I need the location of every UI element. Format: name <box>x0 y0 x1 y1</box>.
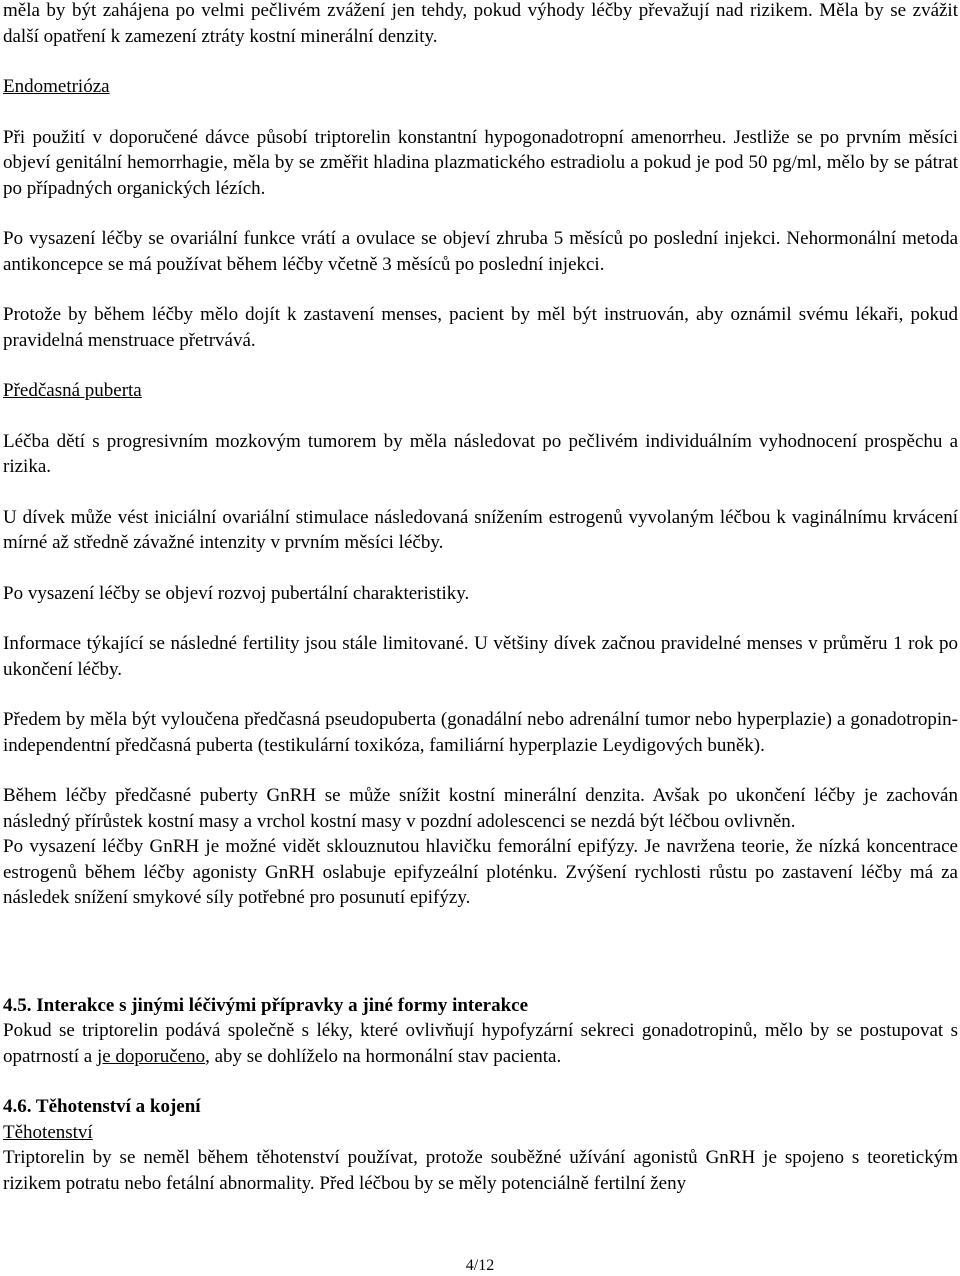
section-4-5-text-underlined: je doporučeno <box>96 1045 206 1067</box>
paragraph-fertility: Informace týkající se následné fertility jsou stále limitované. U většiny dívek začnou pravidelné menses v průměru 1 rok po ukončení léčby. <box>3 633 958 680</box>
paragraph-pubertal-development: Po vysazení léčby se objeví rozvoj pubertální charakteristiky. <box>3 582 470 604</box>
paragraph-epiphysis: Po vysazení léčby GnRH je možné vidět sklouznutou hlavičku femorální epifýzy. Je navržena teorie, že nízká koncentrace estrogenů během léčby agonisty GnRH oslabuje epifyzeální ploténku. Zvýšení rychlosti růstu po zastavení léčby má za následek snížení smykové síly potřebné pro posunutí epifýzy. <box>3 836 958 908</box>
section-4-6-text: Triptorelin by se neměl během těhotenství používat, protože souběžné užívání agonistů GnRH je spojeno s teoretickým rizikem potratu nebo fetální abnormality. Před léčbou by se měly potenciálně fertilní ženy <box>3 1147 958 1194</box>
subheading-endometriosis: Endometrióza <box>3 76 110 97</box>
paragraph-bone-density-caution: měla by být zahájena po velmi pečlivém zvážení jen tehdy, pokud výhody léčby převažují nad rizikem. Měla by se zvážit další opatření k zamezení ztráty kostní minerální denzity. <box>3 0 958 47</box>
subheading-pregnancy: Těhotenství <box>3 1121 93 1143</box>
section-4-6-heading: 4.6. Těhotenství a kojení <box>3 1096 201 1117</box>
section-4-5-text-before: Pokud se triptorelin podává společně s léky, které ovlivňují hypofyzární sekreci gonadotropinů, mělo by se postupovat s opatrností a <box>3 1020 958 1067</box>
page-number: 4/12 <box>465 1257 495 1274</box>
section-4-5-text <box>3 1018 958 1069</box>
paragraph-pseudopuberty: Předem by měla být vyloučena předčasná pseudopuberta (gonadální nebo adrenální tumor nebo hyperplazie) a gonadotropin-independentní předčasná puberta (testikulární toxikóza, familiární hyperplazie Leydigových buněk). <box>3 709 958 756</box>
section-4-5-text-after: , aby se dohlíželo na hormonální stav pacienta. <box>205 1045 562 1067</box>
paragraph-menses-instruction: Protože by během léčby mělo dojít k zastavení menses, pacient by měl být instruován, aby oznámil svému lékaři, pokud pravidelná menstruace přetrvává. <box>3 304 958 351</box>
document-page <box>3 0 958 1196</box>
subheading-precocious-puberty: Předčasná puberta <box>3 380 142 401</box>
paragraph-bone-mineral-density: Během léčby předčasné puberty GnRH se může snížit kostní minerální denzita. Avšak po ukončení léčby je zachován následný přírůstek kostní masy a vrchol kostní masy v pozdní adolescenci se nezdá být léčbou ovlivněn. <box>3 785 958 832</box>
paragraph-ovarian-function: Po vysazení léčby se ovariální funkce vrátí a ovulace se objeví zhruba 5 měsíců po poslední injekci. Nehormonální metoda antikoncepce se má používat během léčby včetně 3 měsíců po poslední injekci. <box>3 228 958 275</box>
paragraph-brain-tumor: Léčba dětí s progresivním mozkovým tumorem by měla následovat po pečlivém individuálním vyhodnocení prospěchu a rizika. <box>3 430 958 477</box>
section-4-5-heading: 4.5. Interakce s jinými léčivými přípravky a jiné formy interakce <box>3 994 529 1016</box>
paragraph-amenorrhea: Při použití v doporučené dávce působí triptorelin konstantní hypogonadotropní amenorrheu. Jestliže se po prvním měsíci objeví genitální hemorrhagie, měla by se změřit hladina plazmatického estradiolu a pokud je pod 50 pg/ml, mělo by se pátrat po případných organických lézích. <box>3 126 958 199</box>
paragraph-vaginal-bleeding: U dívek může vést iniciální ovariální stimulace následovaná snížením estrogenů vyvolaným léčbou k vaginálnímu krvácení mírné až středně závažné intenzity v prvním měsíci léčby. <box>3 506 958 553</box>
